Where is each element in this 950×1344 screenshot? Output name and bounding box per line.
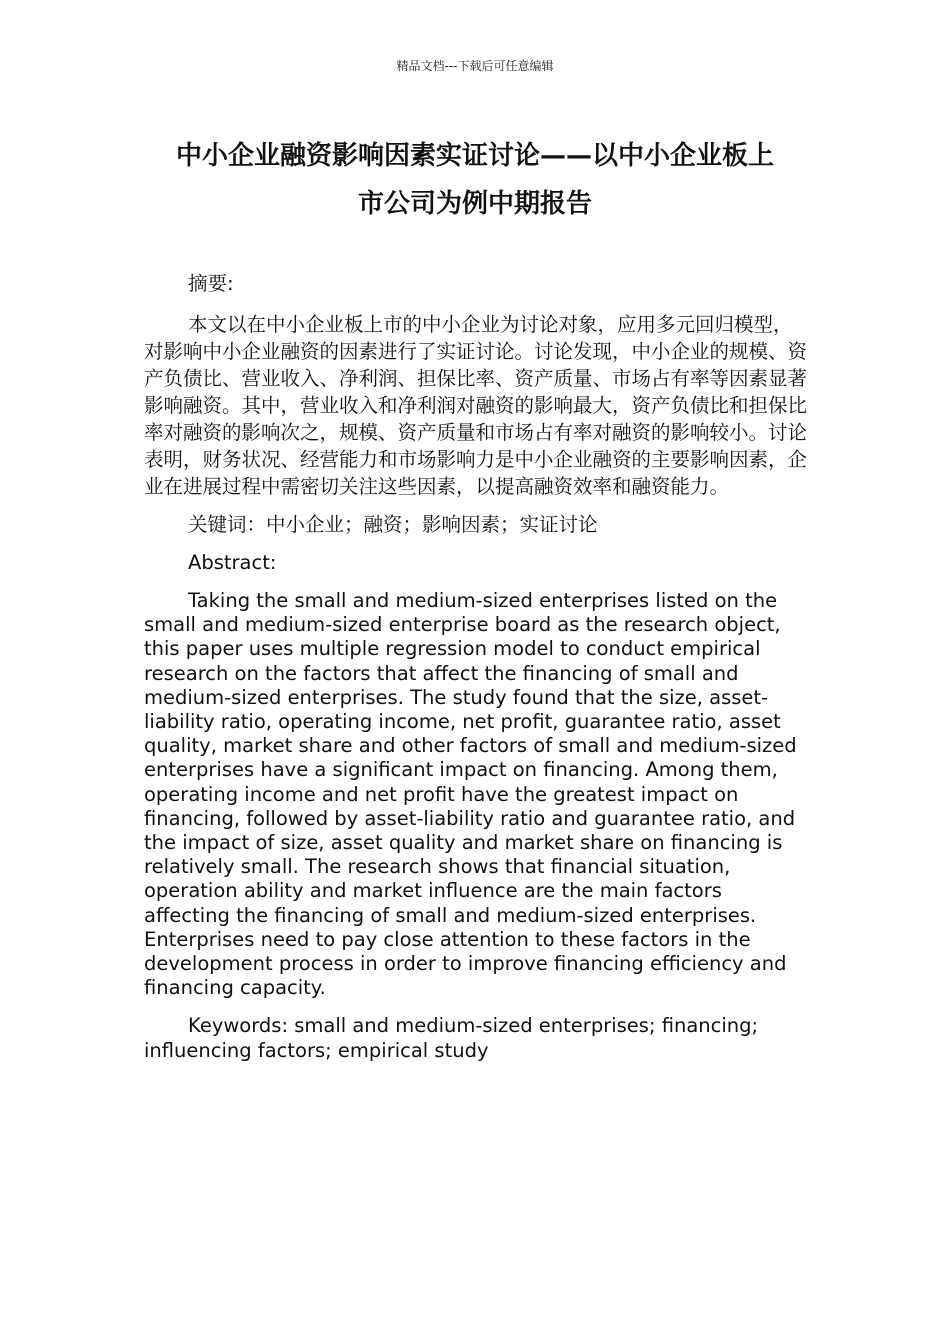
page-header: 精品文档---下载后可任意编辑	[396, 59, 554, 73]
abstract-en-body: Taking the small and medium-sized enterprises listed on the small and medium-sized enterprise board as the research object, this paper uses multiple regression model to conduct empirical research on the factors that affect the financing of small and medium-sized enterprises. The study found that the size, asset-liability ratio, operating income, net profit, guarantee ratio, asset quality, market share and other factors of small and medium-sized enterprises have a significant impact on financing. Among them, operating income and net profit have the greatest impact on financing, followed by asset-liability ratio and guarantee ratio, and the impact of size, asset quality and market share on financing is relatively small. The research shows that financial situation, operation ability and market influence are the main factors affecting the financing of small and medium-sized enterprises. Enterprises need to pay close attention to these factors in the development process in order to improve financing efficiency and financing capacity.	[144, 589, 797, 1000]
abstract-zh-body: 本文以在中小企业板上市的中小企业为讨论对象，应用多元回归模型，对影响中小企业融资的因素进行了实证讨论。讨论发现，中小企业的规模、资产负债比、营业收入、净利润、担保比率、资产质量、市场占有率等因素显著影响融资。其中，营业收入和净利润对融资的影响最大，资产负债比和担保比率对融资的影响次之，规模、资产质量和市场占有率对融资的影响较小。讨论表明，财务状况、经营能力和市场影响力是中小企业融资的主要影响因素，企业在进展过程中需密切关注这些因素，以提高融资效率和融资能力。	[144, 313, 808, 498]
abstract-en-label: Abstract:	[188, 551, 277, 574]
keywords-en: Keywords: small and medium-sized enterprises; financing; influencing factors; empirical study	[144, 1014, 759, 1062]
document-title	[130, 132, 820, 228]
document-body	[144, 270, 808, 1077]
title-line-1: 中小企业融资影响因素实证讨论——以中小企业板上	[175, 141, 774, 171]
abstract-zh-label: 摘要:	[188, 272, 234, 295]
keywords-zh: 关键词：中小企业；融资；影响因素；实证讨论	[188, 513, 598, 536]
title-line-2: 市公司为例中期报告	[357, 189, 592, 219]
